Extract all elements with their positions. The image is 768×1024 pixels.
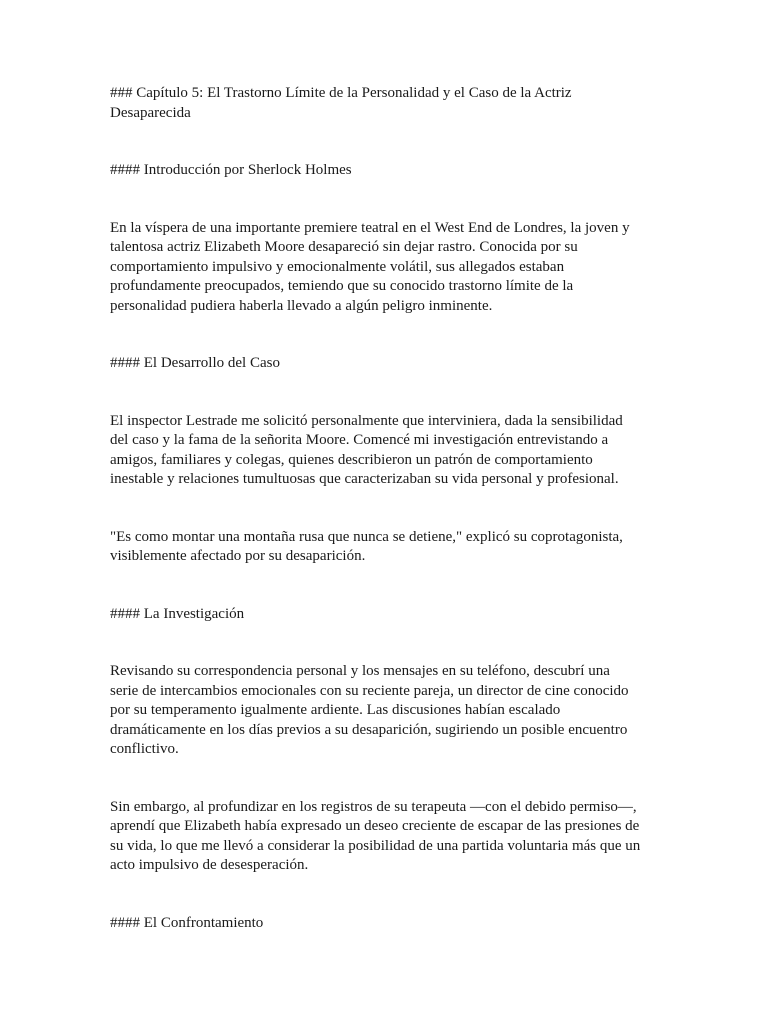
section-heading-intro: #### Introducción por Sherlock Holmes xyxy=(110,162,352,178)
paragraph-investigation-2: Sin embargo, al profundizar en los registros de su terapeuta —con el debido permiso—, aprendí que Elizabeth había expresado un deseo creciente de escapar de las presiones de su vida, lo que me llevó a considerar la posibilidad de una partida voluntaria más que un acto impulsivo de desesperación. xyxy=(110,798,641,873)
paragraph-development-2: "Es como montar una montaña rusa que nunca se detiene," explicó su coprotagonista, visiblemente afectado por su desaparición. xyxy=(110,528,623,564)
document-page xyxy=(110,84,658,971)
section-heading-confrontation: #### El Confrontamiento xyxy=(110,914,264,931)
section-heading-development: #### El Desarrollo del Caso xyxy=(110,355,280,371)
section-heading-investigation: #### La Investigación xyxy=(110,605,245,622)
paragraph-intro: En la víspera de una importante premiere teatral en el West End de Londres, la joven y talentosa actriz Elizabeth Moore desapareció sin dejar rastro. Conocida por su comportamiento impulsivo y emocionalmente volátil, sus allegados estaban profundamente preocupados, temiendo que su conocido trastorno límite de la personalidad pudiera haberla llevado a algún peligro inminente. xyxy=(110,219,630,314)
paragraph-development-1: El inspector Lestrade me solicitó personalmente que interviniera, dada la sensibilidad del caso y la fama de la señorita Moore. Comencé mi investigación entrevistando a amigos, familiares y colegas, quienes describieron un patrón de comportamiento inestable y relaciones tumultuosas que caracterizaban su vida personal y profesional. xyxy=(110,412,623,487)
paragraph-investigation-1: Revisando su correspondencia personal y los mensajes en su teléfono, descubrí una serie de intercambios emocionales con su reciente pareja, un director de cine conocido por su temperamento igualmente ardiente. Las discusiones habían escalado dramáticamente en los días previos a su desaparición, sugiriendo un posible encuentro conflictivo. xyxy=(110,663,629,757)
chapter-heading: ### Capítulo 5: El Trastorno Límite de la Personalidad y el Caso de la Actriz Desaparecida xyxy=(110,85,572,121)
